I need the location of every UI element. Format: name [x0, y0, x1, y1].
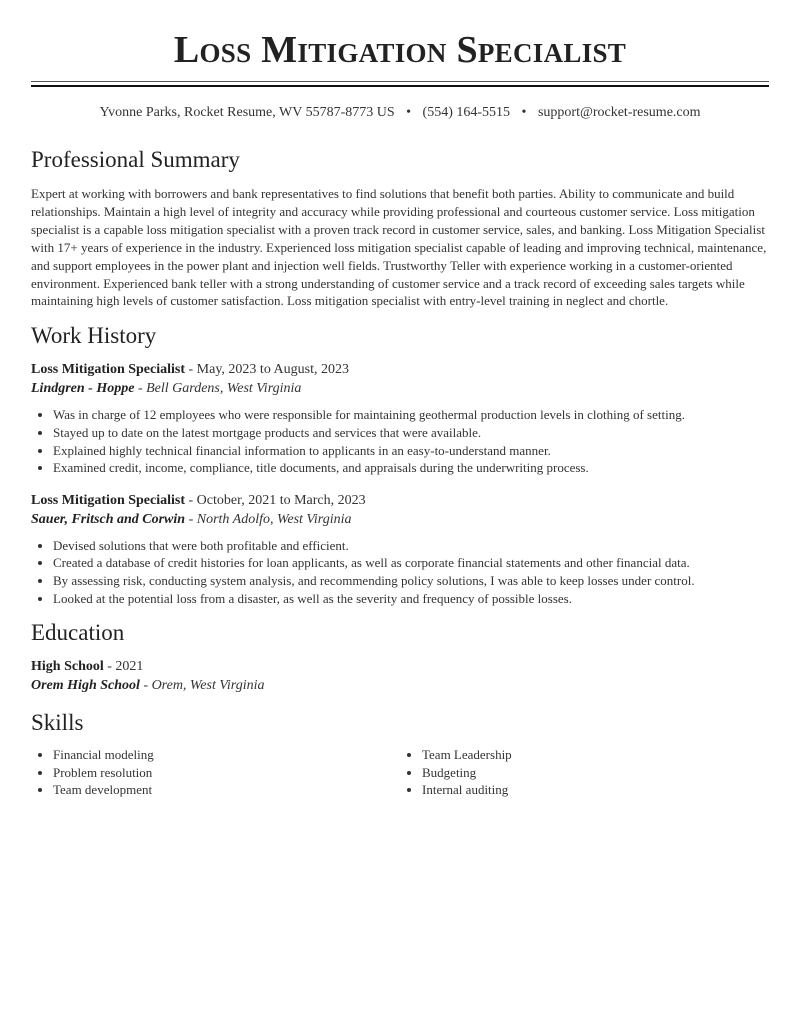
bullet-separator-icon: • — [406, 105, 412, 120]
section-heading-education: Education — [31, 620, 125, 646]
job-title-line — [31, 491, 769, 510]
list-item: • Examined credit, income, compliance, title documents, and appraisals during the underwriting process. — [53, 459, 769, 477]
education-entry — [31, 657, 769, 695]
header-double-rule — [31, 81, 769, 87]
job-bullets — [31, 537, 769, 607]
education-school: Orem High School — [31, 678, 140, 694]
job-title: Loss Mitigation Specialist — [31, 492, 186, 508]
contact-address: Yvonne Parks, Rocket Resume, WV 55787-8773 US — [99, 105, 395, 120]
education-location: - Orem, West Virginia — [139, 678, 265, 694]
job-location: - North Adolfo, West Virginia — [185, 511, 352, 527]
contact-line — [31, 104, 769, 122]
list-item: • Devised solutions that were both profitable and efficient. — [53, 537, 769, 555]
job-title-line — [31, 360, 769, 379]
skills-columns — [31, 746, 769, 799]
rule-thick-line — [31, 85, 769, 87]
skill-item: • Internal auditing — [422, 781, 769, 799]
list-item: • Was in charge of 12 employees who were responsible for maintaining geothermal production levels in clothing of setting. — [53, 406, 769, 424]
education-degree: High School — [31, 659, 104, 675]
education-degree-line — [31, 657, 769, 676]
skills-list-left — [31, 746, 400, 799]
section-heading-work-history: Work History — [31, 323, 157, 349]
list-item: • Created a database of credit histories for loan applicants, as well as corporate financial statements and other financial data. — [53, 554, 769, 572]
skill-item: • Team Leadership — [422, 746, 769, 764]
job-entry — [31, 491, 769, 607]
resume-title: Loss Mitigation Specialist — [173, 29, 627, 71]
job-dates: - October, 2021 to March, 2023 — [185, 492, 366, 508]
section-heading-summary: Professional Summary — [31, 147, 240, 172]
list-item: • Stayed up to date on the latest mortgage products and services that were available. — [53, 424, 769, 442]
job-company: Sauer, Fritsch and Corwin — [31, 511, 186, 527]
education-year: - 2021 — [103, 659, 144, 675]
job-entry — [31, 360, 769, 476]
job-company: Lindgren - Hoppe — [31, 381, 135, 397]
job-company-line — [31, 379, 769, 398]
list-item: • Explained highly technical financial information to applicants in an easy-to-understand manner. — [53, 442, 769, 460]
section-heading-skills: Skills — [31, 710, 84, 736]
job-location: - Bell Gardens, West Virginia — [134, 381, 302, 397]
skills-list-right — [400, 746, 769, 799]
job-bullets — [31, 406, 769, 476]
summary-text: Expert at working with borrowers and bank representatives to find solutions that benefit both parties. Ability to communicate and build relationships. Maintain a high level of integrity and accuracy while providing professional and courteous customer service. Loss mitigation specialist is a capable loss mitigation specialist with a proven track record in customer service, sales, and banking. Loss Mitigation Specialist with 17+ years of experience in the industry. Experienced loss mitigation specialist capable of leading and improving technical, maintenance, and support employees in the power plant and injection well fields. Trustworthy Teller with experience working in a customer-oriented environment. Experienced bank teller with a strong understanding of customer service and a track record of exceeding sales targets while maintaining high levels of customer satisfaction. Loss mitigation specialist with entry-level training in neglect and chortle. — [31, 186, 767, 309]
list-item: • Looked at the potential loss from a disaster, as well as the severity and frequency of possible losses. — [53, 590, 769, 608]
contact-phone: (554) 164-5515 — [422, 105, 511, 120]
skill-item: • Budgeting — [422, 764, 769, 782]
contact-email: support@rocket-resume.com — [537, 105, 701, 120]
skill-item: • Financial modeling — [53, 746, 400, 764]
skill-item: • Problem resolution — [53, 764, 400, 782]
job-dates: - May, 2023 to August, 2023 — [185, 362, 349, 378]
education-school-line — [31, 676, 769, 695]
job-company-line — [31, 510, 769, 529]
job-title: Loss Mitigation Specialist — [31, 362, 186, 378]
bullet-separator-icon: • — [521, 105, 527, 120]
list-item: • By assessing risk, conducting system analysis, and recommending policy solutions, I was able to keep losses under control. — [53, 572, 769, 590]
skill-item: • Team development — [53, 781, 400, 799]
